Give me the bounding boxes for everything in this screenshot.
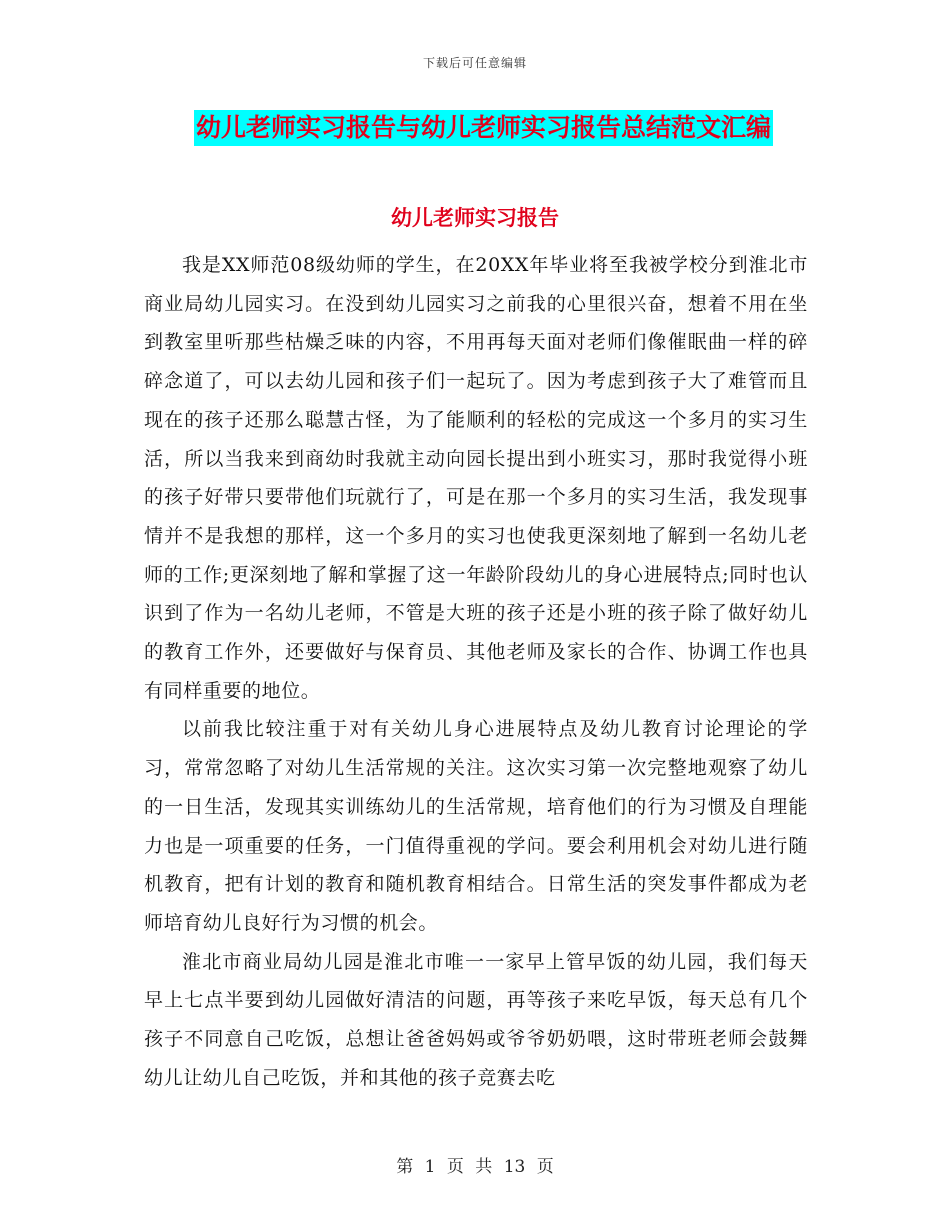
- header-note: 下载后可任意编辑: [422, 56, 527, 70]
- body-text: [144, 246, 808, 1097]
- paragraph-3: 淮北市商业局幼儿园是淮北市唯一一家早上管早饭的幼儿园，我们每天早上七点半要到幼儿园做好清洁的问题，再等孩子来吃早饭，每天总有几个孩子不同意自己吃饭，总想让爸爸妈妈或爷爷奶奶喂，这时带班老师会鼓舞幼儿让幼儿自己吃饭，并和其他的孩子竞赛去吃: [144, 950, 808, 1089]
- page-footer: 第 1 页 共 13 页: [396, 1157, 554, 1177]
- section-title: 幼儿老师实习报告: [391, 205, 559, 230]
- document-title: 幼儿老师实习报告与幼儿老师实习报告总结范文汇编: [194, 110, 773, 146]
- paragraph-1: 我是XX师范08级幼师的学生，在20XX年毕业将至我被学校分到淮北市商业局幼儿园实习。在没到幼儿园实习之前我的心里很兴奋，想着不用在坐到教室里听那些枯燥乏味的内容，不用再每天面对老师们像催眠曲一样的碎碎念道了，可以去幼儿园和孩子们一起玩了。因为考虑到孩子大了难管而且现在的孩子还那么聪慧古怪，为了能顺利的轻松的完成这一个多月的实习生活，所以当我来到商幼时我就主动向园长提出到小班实习，那时我觉得小班的孩子好带只要带他们玩就行了，可是在那一个多月的实习生活，我发现事情并不是我想的那样，这一个多月的实习也使我更深刻地了解到一名幼儿老师的工作;更深刻地了解和掌握了这一年龄阶段幼儿的身心进展特点;同时也认识到了作为一名幼儿老师，不管是大班的孩子还是小班的孩子除了做好幼儿的教育工作外，还要做好与保育员、其他老师及家长的合作、协调工作也具有同样重要的地位。: [144, 254, 808, 702]
- paragraph-2: 以前我比较注重于对有关幼儿身心进展特点及幼儿教育讨论理论的学习，常常忽略了对幼儿生活常规的关注。这次实习第一次完整地观察了幼儿的一日生活，发现其实训练幼儿的生活常规，培育他们的行为习惯及自理能力也是一项重要的任务，一门值得重视的学问。要会利用机会对幼儿进行随机教育，把有计划的教育和随机教育相结合。日常生活的突发事件都成为老师培育幼儿良好行为习惯的机会。: [144, 718, 808, 934]
